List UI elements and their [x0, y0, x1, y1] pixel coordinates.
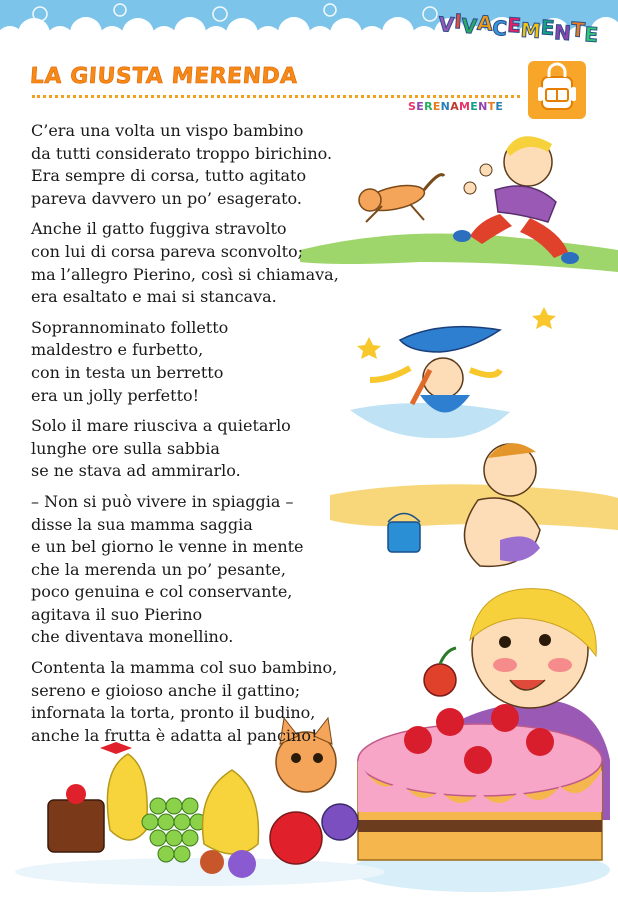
poem-line: sereno e gioioso anche il gattino;	[31, 680, 301, 700]
subtitle-letter: E	[470, 100, 479, 113]
brand-letter: E	[539, 15, 556, 40]
poem-line: – Non si può vivere in spiaggia –	[31, 491, 294, 511]
poem-stanza	[31, 120, 371, 210]
poem-line: con lui di corsa pareva sconvolto;	[31, 241, 304, 261]
subtitle-letter: E	[432, 100, 441, 113]
subtitle-letter: S	[408, 100, 417, 113]
brand-letter: V	[437, 11, 455, 37]
poem-stanza	[31, 657, 371, 747]
poem-line: ma l’allegro Pierino, così si chiamava,	[31, 264, 339, 284]
subtitle-letter: E	[495, 100, 504, 113]
page-title: LA GIUSTA MERENDA	[29, 64, 299, 89]
poem-line: che la merenda un po’ pesante,	[31, 559, 286, 579]
subtitle-letter: R	[424, 100, 433, 113]
poem-stanza	[31, 491, 371, 649]
poem-line: Soprannominato folletto	[31, 317, 229, 337]
poem-line: e un bel giorno le venne in mente	[31, 537, 304, 557]
poem-line: pareva davvero un po’ esagerato.	[31, 188, 302, 208]
poem-line: agitava il suo Pierino	[31, 604, 203, 624]
poem-line: maldestro e furbetto,	[31, 340, 204, 360]
poem-line: che diventava monellino.	[31, 627, 234, 647]
brand-letter: I	[453, 8, 463, 34]
subtitle-letter: A	[450, 100, 460, 113]
brand-letter: V	[460, 13, 478, 39]
subtitle-letter: E	[416, 100, 425, 113]
poem-line: se ne stava ad ammirarlo.	[31, 461, 241, 481]
poem-line: infornata la torta, pronto il budino,	[31, 703, 316, 723]
poem-line: disse la sua mamma saggia	[31, 514, 253, 534]
poem-stanza	[31, 415, 371, 483]
subtitle-letter: N	[440, 100, 451, 113]
subtitle-letter: M	[459, 100, 471, 113]
poem-line: Anche il gatto fuggiva stravolto	[31, 219, 287, 239]
jester-illustration	[350, 307, 556, 438]
poem-line: era un jolly perfetto!	[31, 385, 200, 405]
brand-letter: T	[570, 17, 586, 43]
poem-line: C’era una volta un vispo bambino	[31, 121, 304, 140]
poem-line: anche la frutta è adatta al pancino!	[31, 725, 318, 745]
brand-letter: A	[476, 10, 494, 36]
poem-line: Solo il mare riusciva a quietarlo	[31, 416, 291, 436]
beach-child-illustration	[330, 443, 618, 566]
brand-letter: C	[491, 15, 508, 41]
poem-text	[31, 120, 371, 755]
poem-line: Contenta la mamma col suo bambino,	[31, 658, 338, 678]
brand-letter: E	[583, 22, 600, 48]
brand-letter: N	[553, 19, 572, 46]
poem-line: con in testa un berretto	[31, 362, 224, 382]
poem-stanza	[31, 317, 371, 407]
brand-letter: M	[519, 17, 542, 43]
running-cat-illustration	[359, 175, 444, 222]
poem-line: Era sempre di corsa, tutto agitato	[31, 166, 307, 186]
poem-line: lunghe ore sulla sabbia	[31, 438, 220, 458]
brand-letter: E	[506, 12, 522, 38]
poem-line: era esaltato e mai si stancava.	[31, 287, 277, 307]
poem-line: poco genuina e col conservante,	[31, 582, 293, 602]
poem-stanza	[31, 218, 371, 308]
poem-line: da tutti considerato troppo birichino.	[31, 143, 333, 163]
subtitle-letter: T	[487, 100, 496, 113]
subtitle-letter: N	[478, 100, 488, 113]
